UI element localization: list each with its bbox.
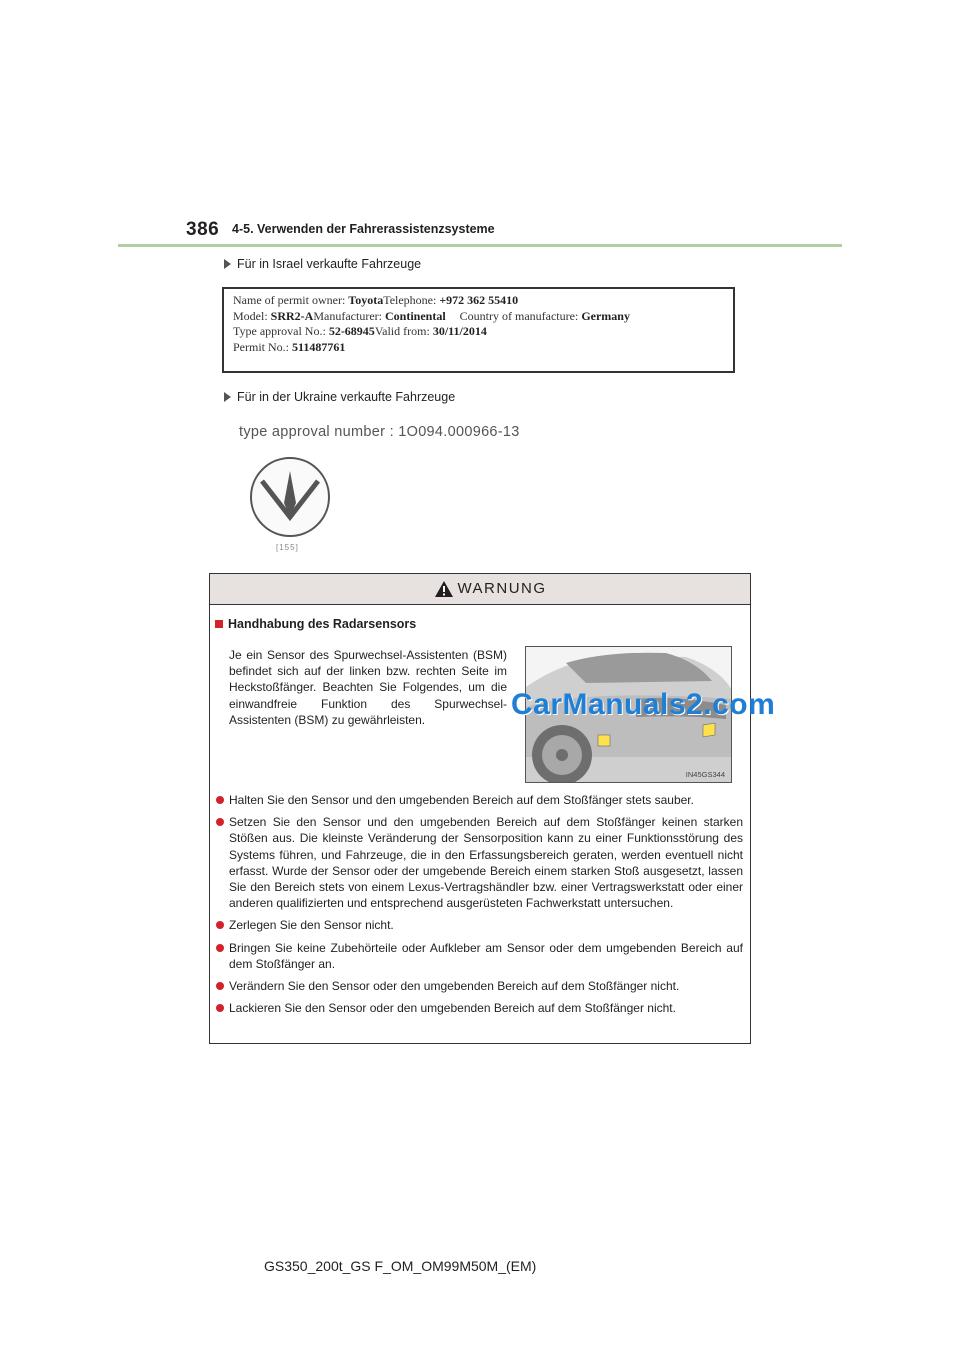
warning-header: [210, 574, 750, 605]
round-bullet-icon: [216, 796, 224, 804]
ukraine-type-approval: type approval number : 1O094.000966-13: [239, 424, 520, 440]
round-bullet-icon: [216, 944, 224, 952]
ukraine-logo-code: [155]: [276, 543, 299, 552]
israel-label: Für in Israel verkaufte Fahrzeuge: [237, 257, 422, 271]
permit-line-owner: Name of permit owner: ToyotaTelephone: +972 362 55410: [233, 293, 519, 307]
watermark: CarManuals2.com: [511, 688, 776, 721]
triangle-bullet-icon: [224, 259, 231, 269]
permit-line-model: Model: SRR2-AManufacturer: Continental Country of manufacture: Germany: [233, 309, 630, 323]
warning-title: WARNUNG: [457, 580, 547, 597]
footer-document-code: GS350_200t_GS F_OM_OM99M50M_(EM): [264, 1258, 537, 1274]
ukraine-conformity-mark-icon: [248, 455, 332, 539]
permit-line-permit-no: Permit No.: 511487761: [233, 340, 346, 354]
illustration-id: IN45GS344: [685, 770, 725, 779]
round-bullet-icon: [216, 818, 224, 826]
triangle-bullet-icon: [224, 392, 231, 402]
square-bullet-icon: [215, 620, 223, 628]
israel-heading: [224, 257, 421, 271]
list-item: Halten Sie den Sensor und den umgebenden Bereich auf dem Stoßfänger stets sauber.: [215, 792, 743, 808]
list-item: Verändern Sie den Sensor oder den umgebenden Bereich auf dem Stoßfänger nicht.: [215, 978, 743, 994]
round-bullet-icon: [216, 1004, 224, 1012]
section-title: 4-5. Verwenden der Fahrerassistenzsysteme: [232, 222, 495, 236]
warning-intro-text: Je ein Sensor des Spurwechsel-Assistenten (BSM) befindet sich auf der linken bzw. rechten Seite im Heckstoßfänger. Beachten Sie Folgendes, um die einwandfreie Funktion des Spurwechsel-Assistenten (BSM) zu gewährleisten.: [229, 648, 507, 727]
list-item: Lackieren Sie den Sensor oder den umgebenden Bereich auf dem Stoßfänger nicht.: [215, 1000, 743, 1016]
warning-subheading: Handhabung des Radarsensors: [215, 617, 416, 631]
ukraine-label: Für in der Ukraine verkaufte Fahrzeuge: [237, 390, 456, 404]
ukraine-heading: [224, 390, 455, 404]
warning-bullet-list: [215, 792, 743, 1022]
israel-permit-box: [222, 287, 735, 373]
list-item: Setzen Sie den Sensor und den umgebenden Bereich auf dem Stoßfänger keinen starken Stößen aus. Die kleinste Veränderung der Sensorposition kann zu einer Funktionsstörung des Systems führen, und Fahrzeuge, die in den Erfassungsbereich geraten, werden eventuell nicht erfasst. Wurde der Sensor oder der umgebende Bereich einem starken Stoß ausgesetzt, lassen Sie den Bereich stets von einem Lexus-Vertragshändler bzw. einer Vertragswerkstatt oder einer anderen qualifizierten und entsprechend ausgerüsteten Fachwerkstatt untersuchen.: [215, 814, 743, 911]
round-bullet-icon: [216, 921, 224, 929]
round-bullet-icon: [216, 982, 224, 990]
permit-line-type-approval: Type approval No.: 52-68945Valid from: 30/11/2014: [233, 324, 487, 338]
list-item: Bringen Sie keine Zubehörteile oder Aufkleber am Sensor oder dem umgebenden Bereich auf dem Stoßfänger an.: [215, 940, 743, 972]
list-item: Zerlegen Sie den Sensor nicht.: [215, 917, 743, 933]
header-divider: [118, 244, 842, 247]
page-number: 386: [186, 219, 220, 240]
